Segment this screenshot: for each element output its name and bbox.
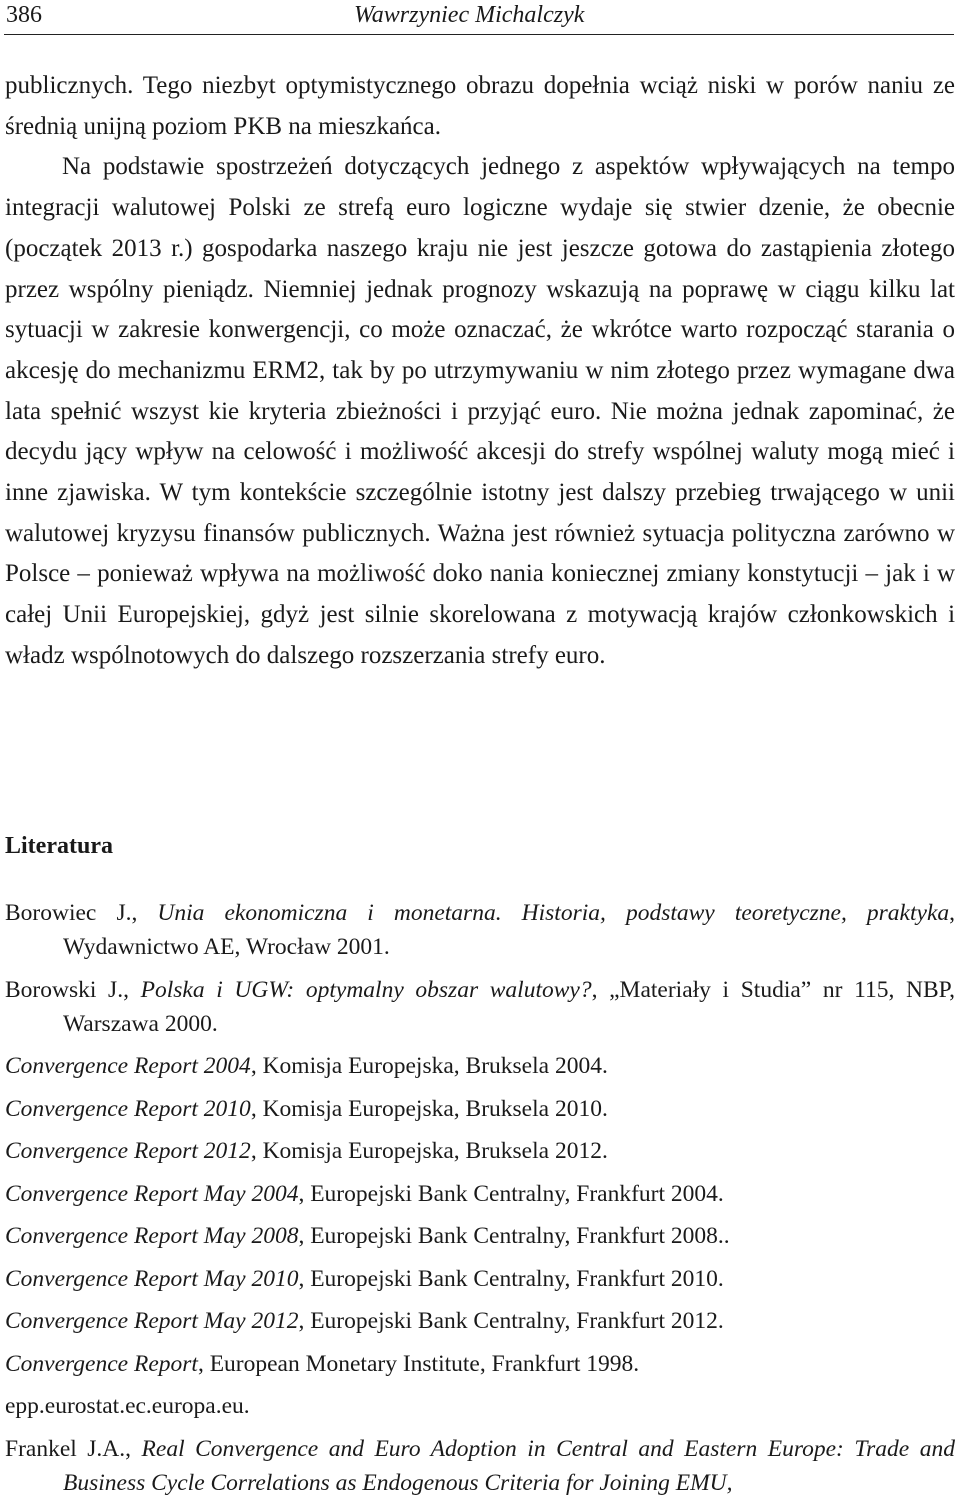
text-line: wskazują na poprawę w ciągu kilku lat sytuacji w zakresie konwergencji, co może <box>5 275 955 344</box>
text-line: silnie skorelowana z motywacją krajów członkowskich i władz wspólnotowych <box>5 601 956 669</box>
reference-item <box>5 1219 955 1253</box>
reference-details: , Europejski Bank Centralny, Frankfurt 2010. <box>298 1265 724 1292</box>
reference-author: Frankel J.A., <box>5 1435 142 1462</box>
text-line: publicznych. Tego niezbyt optymistycznego obrazu dopełnia wciąż niski w porów <box>5 72 858 99</box>
reference-title: Convergence Report <box>5 1350 198 1377</box>
reference-title: Convergence Report May 2004 <box>5 1180 299 1207</box>
text-line: sytuacja polityczna zarówno w Polsce – ponieważ wpływa na możliwość doko <box>5 519 955 588</box>
reference-author: Borowiec J., <box>5 900 158 926</box>
text-line: na tempo integracji walutowej Polski ze strefą euro logiczne wydaje się stwier <box>5 153 955 222</box>
text-line: dzenie, że obecnie (początek 2013 r.) gospodarka naszego kraju nie jest jeszcze <box>5 194 956 262</box>
body-text <box>5 66 955 677</box>
text-line: mieć i inne zjawiska. W tym kontekście szczególnie istotny jest dalszy przebieg <box>5 438 955 507</box>
reference-item <box>5 1049 955 1083</box>
text-line: oznaczać, że wkrótce warto rozpocząć starania o akcesję do mechanizmu ERM2, <box>5 316 956 384</box>
reference-item <box>5 1389 955 1423</box>
reference-author: Borowski J., <box>5 976 141 1003</box>
page-number: 386 <box>6 2 42 28</box>
text-line: kie kryteria zbieżności i przyjąć euro. Nie można jednak zapominać, że decydu <box>5 397 956 466</box>
reference-details: , „Materiały i Studia” nr 115, NBP, Warszawa 2000. <box>63 976 955 1037</box>
text-line: trwającego w unii walutowej kryzysu finansów publicznych. Ważna jest również <box>5 479 956 547</box>
reference-title: Real Convergence and Euro Adoption in Central and Eastern Europe: Trade and Business Cycle Correlations as Endogenous Criteria for Joining EMU, <box>63 1435 955 1496</box>
reference-details: , Komisja Europejska, Bruksela 2012. <box>250 1138 608 1164</box>
reference-item <box>5 1347 955 1381</box>
reference-title: Convergence Report 2010 <box>5 1095 251 1122</box>
reference-details: , Wydawnictwo AE, Wrocław 2001. <box>63 900 955 960</box>
reference-title: Polska i UGW: optymalny obszar walutowy? <box>140 976 592 1003</box>
reference-details: , Europejski Bank Centralny, Frankfurt 2004. <box>298 1180 724 1207</box>
reference-title: Convergence Report May 2010 <box>5 1265 299 1292</box>
reference-item <box>5 1092 955 1126</box>
reference-item <box>5 973 955 1041</box>
reference-item <box>5 1134 955 1168</box>
paragraph-conclusion <box>5 147 955 676</box>
text-line: naniu ze średnią unijną poziom PKB na mieszkańca. <box>5 72 956 140</box>
section-heading-literature: Literatura <box>5 833 113 859</box>
reference-item <box>5 1262 955 1296</box>
reference-item <box>5 1432 955 1500</box>
reference-list <box>5 896 955 1508</box>
reference-item <box>5 1304 955 1338</box>
running-head-author: Wawrzyniec Michalczyk <box>354 2 585 28</box>
reference-details: , Europejski Bank Centralny, Frankfurt 2008.. <box>298 1223 730 1249</box>
reference-title: Convergence Report 2012 <box>5 1138 251 1164</box>
text-line: tak by po utrzymywaniu w nim złotego przez wymagane dwa lata spełnić wszyst <box>5 356 955 425</box>
reference-title: Convergence Report 2004 <box>5 1053 251 1079</box>
reference-title: Convergence Report May 2008 <box>5 1223 299 1249</box>
reference-item <box>5 1177 955 1211</box>
page-header <box>4 0 954 35</box>
reference-title: Convergence Report May 2012 <box>5 1308 299 1334</box>
reference-details: , European Monetary Institute, Frankfurt 1998. <box>197 1350 640 1377</box>
text-line: nania koniecznej zmiany konstytucji – jak i w całej Unii Europejskiej, gdyż jest <box>5 560 956 629</box>
text-line: do dalszego rozszerzania strefy euro. <box>235 641 606 669</box>
text-line: Na podstawie spostrzeżeń dotyczących jednego z aspektów wpływających <box>62 153 846 181</box>
reference-details: , Komisja Europejska, Bruksela 2004. <box>250 1053 608 1079</box>
reference-title: Unia ekonomiczna i monetarna. Historia, podstawy teoretyczne, praktyka <box>157 900 950 926</box>
reference-author: epp.eurostat.ec.europa.eu. <box>5 1393 250 1419</box>
text-line: gotowa do zastąpienia złotego przez wspólny pieniądz. Niemniej jednak prognozy <box>5 234 956 303</box>
reference-item <box>5 896 955 964</box>
paragraph-continuation <box>5 66 955 147</box>
reference-details: , Komisja Europejska, Bruksela 2010. <box>250 1095 608 1122</box>
text-line: jący wpływ na celowość i możliwość akcesji do strefy wspólnej waluty mogą <box>85 438 883 466</box>
reference-details: , Europejski Bank Centralny, Frankfurt 2012. <box>298 1308 724 1334</box>
